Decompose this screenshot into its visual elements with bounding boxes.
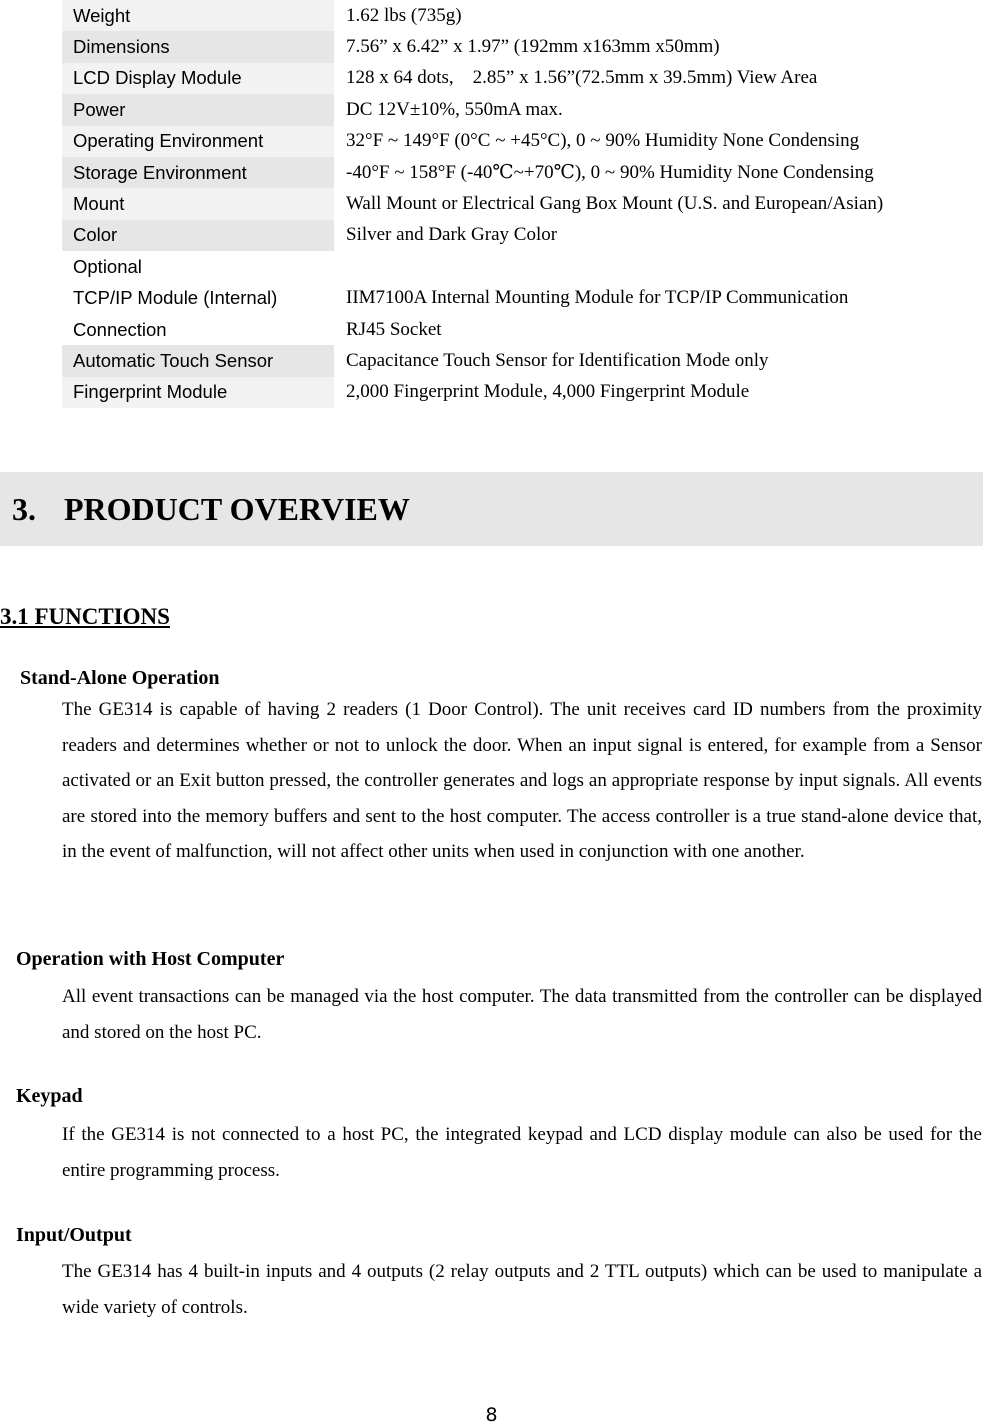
spec-value: 7.56” x 6.42” x 1.97” (192mm x163mm x50mm)	[346, 36, 720, 58]
spec-row-lcd-display	[62, 63, 983, 94]
spec-row-storage-environment	[62, 157, 983, 188]
spec-label: Fingerprint Module	[62, 377, 334, 408]
spec-label: Automatic Touch Sensor	[62, 345, 334, 376]
spec-label: Operating Environment	[62, 126, 334, 157]
input-output-paragraph: The GE314 has 4 built-in inputs and 4 outputs (2 relay outputs and 2 TTL outputs) which can be used to manipulate a wide variety of controls.	[62, 1261, 982, 1318]
spec-label: Mount	[62, 188, 334, 219]
spec-value: Silver and Dark Gray Color	[346, 224, 558, 246]
spec-label: Dimensions	[62, 31, 334, 62]
host-computer-paragraph: All event transactions can be managed via the host computer. The data transmitted from the controller can be displayed and stored on the host PC.	[62, 986, 982, 1043]
spec-row-connection	[62, 314, 983, 345]
spec-label: LCD Display Module	[62, 63, 334, 94]
spec-row-mount	[62, 188, 983, 219]
keypad-heading: Keypad	[16, 1085, 83, 1107]
section-number: 3.	[12, 490, 36, 527]
spec-value: Capacitance Touch Sensor for Identification Mode only	[346, 349, 769, 371]
spec-label: Power	[62, 94, 334, 125]
spec-row-optional	[62, 251, 983, 282]
spec-label: Connection	[73, 318, 167, 340]
spec-label: Weight	[62, 0, 334, 31]
section-title: PRODUCT OVERVIEW	[64, 490, 410, 527]
keypad-paragraph: If the GE314 is not connected to a host PC, the integrated keypad and LCD display module can also be used for the entire programming process.	[62, 1124, 982, 1181]
spec-value: 128 x 64 dots, 2.85” x 1.56”(72.5mm x 39.5mm) View Area	[346, 67, 818, 89]
host-computer-heading: Operation with Host Computer	[16, 948, 285, 970]
spec-value: IIM7100A Internal Mounting Module for TCP/IP Communication	[346, 287, 849, 309]
spec-value: 32°F ~ 149°F (0°C ~ +45°C), 0 ~ 90% Humidity None Condensing	[346, 130, 860, 152]
spec-label: Optional	[73, 255, 142, 277]
spec-value: 1.62 lbs (735g)	[346, 4, 462, 26]
spec-row-color	[62, 220, 983, 251]
spec-label: Storage Environment	[62, 157, 334, 188]
spec-value: 2,000 Fingerprint Module, 4,000 Fingerprint Module	[346, 381, 750, 403]
spec-row-power	[62, 94, 983, 125]
spec-row-touch-sensor	[62, 345, 983, 376]
section-heading	[0, 472, 983, 546]
spec-row-tcpip-module	[62, 283, 983, 314]
input-output-heading: Input/Output	[16, 1224, 132, 1246]
spec-label: Color	[62, 220, 334, 251]
spec-label: TCP/IP Module (Internal)	[73, 287, 278, 309]
stand-alone-heading: Stand-Alone Operation	[20, 667, 220, 689]
spec-value: RJ45 Socket	[346, 318, 442, 340]
spec-row-weight	[62, 0, 983, 31]
spec-value: Wall Mount or Electrical Gang Box Mount (U.S. and European/Asian)	[346, 193, 884, 215]
spec-value: DC 12V±10%, 550mA max.	[346, 98, 563, 120]
stand-alone-paragraph: The GE314 is capable of having 2 readers (1 Door Control). The unit receives card ID numbers from the proximity readers and determines whether or not to unlock the door. When an input signal is entered, for example from a Sensor activated or an Exit button pressed, the controller generates and logs an appropriate response by input signals. All events are stored into the memory buffers and sent to the host computer. The access controller is a true stand-alone device that, in the event of malfunction, will not affect other units when used in conjunction with one another.	[62, 699, 982, 862]
page-number: 8	[485, 1404, 498, 1426]
spec-row-operating-environment	[62, 126, 983, 157]
spec-row-dimensions	[62, 31, 983, 62]
spec-row-fingerprint	[62, 377, 983, 408]
subsection-heading: 3.1 FUNCTIONS	[0, 604, 170, 629]
spec-value: -40°F ~ 158°F (-40℃~+70℃), 0 ~ 90% Humidity None Condensing	[346, 162, 874, 184]
specifications-table	[62, 0, 983, 408]
